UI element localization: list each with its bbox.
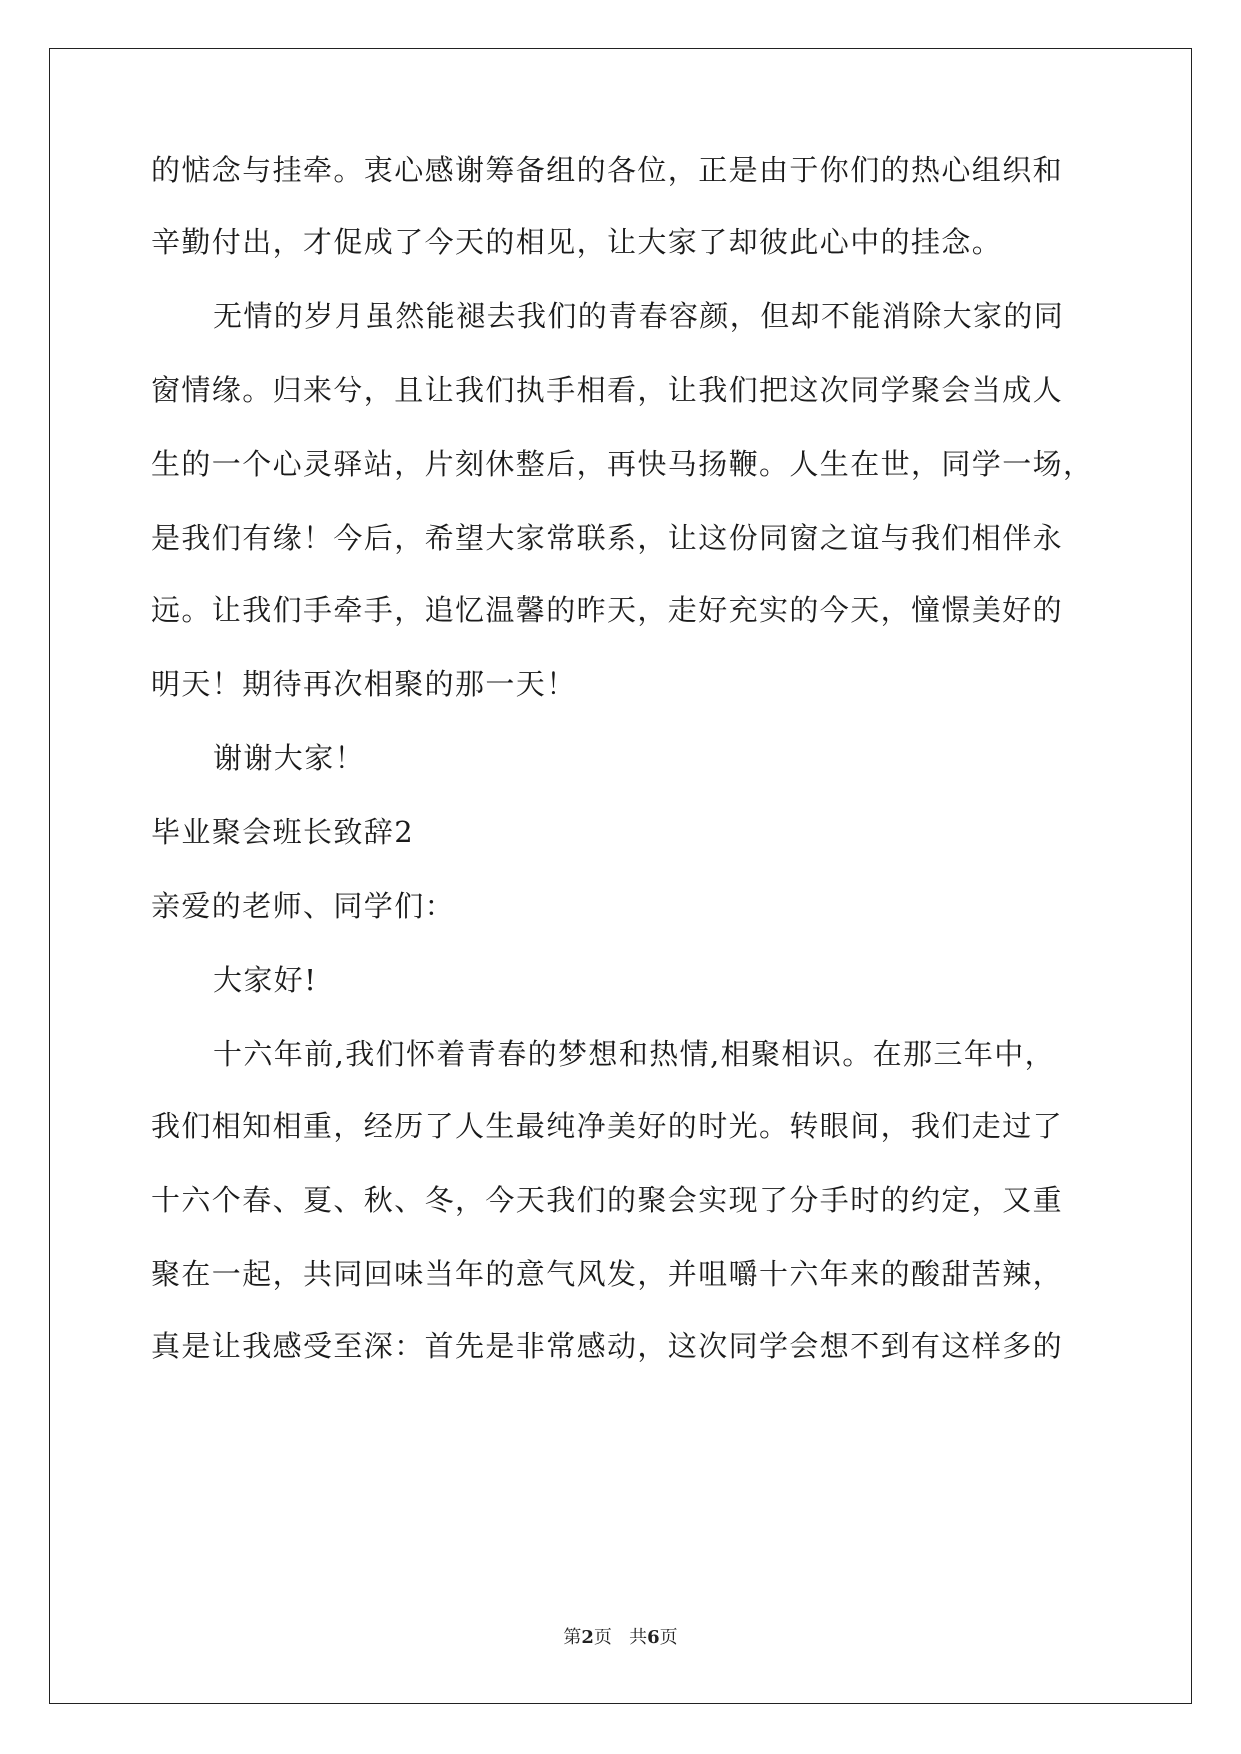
body-line: 的惦念与挂牵。衷心感谢筹备组的各位，正是由于你们的热心组织和 xyxy=(151,153,1064,187)
body-line: 远。让我们手牵手，追忆温馨的昨天，走好充实的今天，憧憬美好的 xyxy=(151,593,1064,627)
body-line: 是我们有缘！今后，希望大家常联系，让这份同窗之谊与我们相伴永 xyxy=(151,521,1064,555)
body-line: 聚在一起，共同回味当年的意气风发，并咀嚼十六年来的酸甜苦辣， xyxy=(151,1257,1064,1291)
salutation-line: 亲爱的老师、同学们： xyxy=(151,889,456,923)
page-number: 2 xyxy=(581,1627,594,1648)
total-pages: 6 xyxy=(647,1627,660,1648)
body-line: 我们相知相重，经历了人生最纯净美好的时光。转眼间，我们走过了 xyxy=(151,1109,1064,1143)
section-title: 毕业聚会班长致辞2 xyxy=(151,815,415,849)
total-suffix: 页 xyxy=(659,1627,678,1648)
body-line: 窗情缘。归来兮，且让我们执手相看，让我们把这次同学聚会当成人 xyxy=(151,373,1064,407)
greeting-line: 大家好! xyxy=(213,963,318,997)
body-line: 真是让我感受至深：首先是非常感动，这次同学会想不到有这样多的 xyxy=(151,1329,1064,1363)
closing-line: 谢谢大家！ xyxy=(213,741,366,775)
body-line: 明天！期待再次相聚的那一天！ xyxy=(151,667,577,701)
paragraph-start-line: 十六年前,我们怀着青春的梦想和热情,相聚相识。在那三年中， xyxy=(213,1037,1056,1071)
body-line: 辛勤付出，才促成了今天的相见，让大家了却彼此心中的挂念。 xyxy=(151,225,1003,259)
total-prefix: 共 xyxy=(629,1627,648,1648)
body-line: 生的一个心灵驿站，片刻休整后，再快马扬鞭。人生在世，同学一场， xyxy=(151,447,1094,481)
page-suffix: 页 xyxy=(593,1627,612,1648)
page-prefix: 第 xyxy=(563,1627,582,1648)
paragraph-start-line: 无情的岁月虽然能褪去我们的青春容颜，但却不能消除大家的同 xyxy=(213,299,1065,333)
body-line: 十六个春、夏、秋、冬，今天我们的聚会实现了分手时的约定，又重 xyxy=(151,1183,1064,1217)
page-footer xyxy=(0,1626,1241,1650)
